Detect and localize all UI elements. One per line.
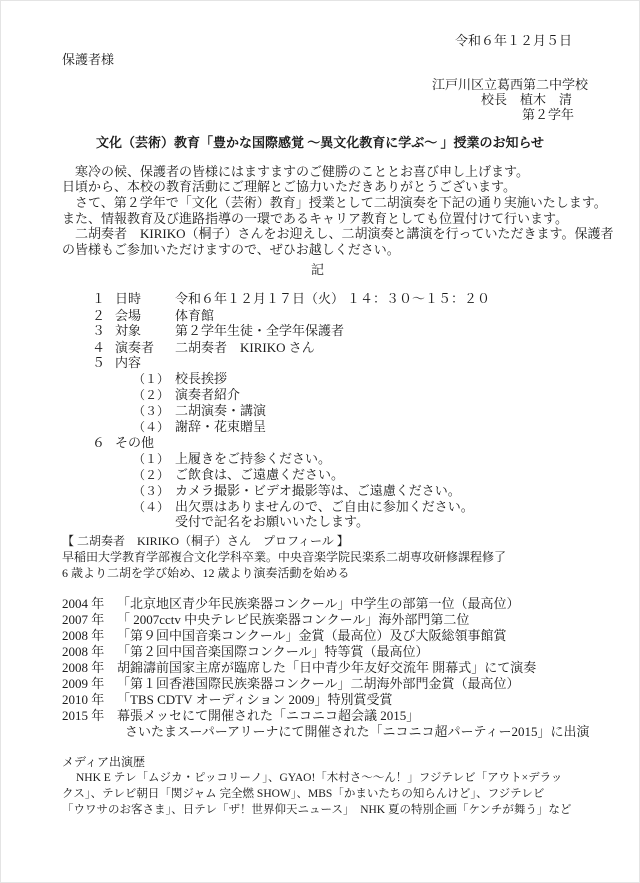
history-text: 「第９回中国音楽コンクール」金賞（最高位）及び大阪総領事館賞 <box>117 628 507 643</box>
notice-item <box>0 499 640 515</box>
detail-label: 演奏者 <box>115 340 155 355</box>
issue-date: 令和６年１２月５日 <box>454 33 572 48</box>
notice-item-number: （４） <box>133 500 170 514</box>
notice-continuation: 受付で記名をお願いいたします。 <box>175 514 369 529</box>
history-text: 「TBS CDTV オーディション 2009」特別賞受賞 <box>117 692 393 707</box>
detail-value: 第２学年生徒・全学年保護者 <box>175 323 345 338</box>
program-item <box>0 371 640 387</box>
notice-item-number: （１） <box>133 452 170 466</box>
detail-row-venue <box>0 308 640 324</box>
addressee: 保護者様 <box>62 52 115 67</box>
program-item-number: （２） <box>133 388 170 402</box>
history-text: 幕張メッセにて開催された「ニコニコ超会議 2015」 <box>117 708 420 723</box>
history-row <box>0 596 640 612</box>
detail-label: 対象 <box>115 323 142 338</box>
ki-heading: 記 <box>311 262 325 277</box>
program-item-text: 謝辞・花束贈呈 <box>175 419 267 434</box>
sender-grade: 第２学年 <box>521 107 574 122</box>
history-row <box>0 644 640 660</box>
program-item-number: （４） <box>133 420 170 434</box>
notice-item-number: （３） <box>133 484 170 498</box>
profile-career-start: 6 歳より二胡を学び始め、12 歳より演奏活動を始める <box>62 566 350 580</box>
detail-value: 令和６年１２月１７日（火） <box>175 291 345 306</box>
media-line: クス」、テレビ朝日「関ジャム 完全燃 SHOW」、MBS「かまいたちの知らんけど」、フジテレビ <box>62 788 545 800</box>
program-item-text: 二胡演奏・講演 <box>175 403 267 418</box>
program-item-number: （３） <box>133 404 170 418</box>
program-item-number: （１） <box>133 372 170 386</box>
detail-row-datetime <box>0 291 640 307</box>
history-year: 2008 年 <box>62 660 105 675</box>
detail-row-other <box>0 435 640 451</box>
media-line: 「ウワサのお客さま」、日テレ「ザ！世界仰天ニュース」 NHK 夏の特別企画「ケンチが舞う」など <box>62 804 572 816</box>
history-text: 「第１回香港国際民族楽器コンクール」二胡海外部門金賞（最高位） <box>117 676 520 691</box>
detail-row-program <box>0 355 640 371</box>
body-line: 寒冷の候、保護者の皆様にはますますのご健勝のこととお喜び申し上げます。 <box>75 164 529 179</box>
notice-item-text: 出欠票はありませんので、ご自由に参加ください。 <box>175 499 474 514</box>
notice-item-text: カメラ撮影・ビデオ撮影等は、ご遠慮ください。 <box>175 483 461 498</box>
program-item <box>0 403 640 419</box>
detail-label: その他 <box>115 435 155 450</box>
history-text: 胡錦濤前国家主席が臨席した「日中青少年友好交流年 開幕式」にて演奏 <box>117 660 537 675</box>
history-year: 2007 年 <box>62 612 105 627</box>
history-year: 2015 年 <box>62 708 105 723</box>
detail-label: 内容 <box>115 355 142 370</box>
detail-number: ６ <box>92 435 106 450</box>
notice-item <box>0 451 640 467</box>
history-row <box>0 708 640 724</box>
program-item-text: 演奏者紹介 <box>175 387 241 402</box>
detail-number: ４ <box>92 340 106 355</box>
detail-number: １ <box>92 291 106 306</box>
program-item-text: 校長挨拶 <box>175 371 228 386</box>
detail-value: 体育館 <box>175 308 215 323</box>
history-continuation: さいたまスーパーアリーナにて開催された「ニコニコ超パーティー2015」に出演 <box>125 724 590 739</box>
detail-label: 会場 <box>115 308 142 323</box>
profile-heading: 【 二胡奏者 KIRIKO（桐子）さん プロフィール 】 <box>62 534 349 548</box>
body-line: の皆様もご参加いただけますので、ぜひお越しください。 <box>62 242 400 257</box>
body-line: さて、第２学年で「文化（芸術）教育」授業として二胡演奏を下記の通り実施いたします。 <box>75 195 607 210</box>
history-row <box>0 612 640 628</box>
media-heading: メディア出演歴 <box>62 755 146 769</box>
history-row <box>0 660 640 676</box>
detail-label: 日時 <box>115 291 142 306</box>
history-year: 2009 年 <box>62 676 105 691</box>
notice-item <box>0 467 640 483</box>
history-text: 「 2007cctv 中央テレビ民族楽器コンクール」海外部門第二位 <box>117 612 470 627</box>
history-year: 2008 年 <box>62 644 105 659</box>
body-line: 二胡奏者 KIRIKO（桐子）さんをお迎えし、二胡演奏と講演を行っていただきます。保護者 <box>75 226 614 241</box>
principal-name: 校長 植木 清 <box>480 92 572 107</box>
history-text: 「北京地区青少年民族楽器コンクール」中学生の部第一位（最高位） <box>117 596 520 611</box>
school-name: 江戸川区立葛西第二中学校 <box>431 77 588 92</box>
detail-row-audience <box>0 323 640 339</box>
history-text: 「第２回中国音楽国際コンクール」特等賞（最高位） <box>117 644 429 659</box>
notice-item-text: 上履きをご持参ください。 <box>175 451 332 466</box>
history-year: 2004 年 <box>62 596 105 611</box>
history-row <box>0 692 640 708</box>
profile-education: 早稲田大学教育学部複合文化学科卒業。中央音楽学院民楽系二胡専攻研修課程修了 <box>62 550 507 564</box>
history-row <box>0 628 640 644</box>
detail-number: ２ <box>92 308 106 323</box>
notice-item <box>0 483 640 499</box>
detail-number: ５ <box>92 355 106 370</box>
body-line: また、情報教育及び進路指導の一環であるキャリア教育としても位置付けて行います。 <box>62 211 568 226</box>
detail-number: ３ <box>92 323 106 338</box>
notice-item-number: （２） <box>133 468 170 482</box>
media-line: NHK E テレ「ムジカ・ピッコリーノ」、GYAO!「木村さ～～ん！」フジテレビ「アウト×デラッ <box>76 772 563 784</box>
history-year: 2008 年 <box>62 628 105 643</box>
body-line: 日頃から、本校の教育活動にご理解とご協力いただきありがとうございます。 <box>62 179 516 194</box>
detail-time: １４：３０～１５：２０ <box>347 291 491 306</box>
program-item <box>0 387 640 403</box>
program-item <box>0 419 640 435</box>
detail-row-performer <box>0 340 640 356</box>
detail-value: 二胡奏者 KIRIKO さん <box>175 340 315 355</box>
history-row <box>0 676 640 692</box>
notice-item-text: ご飲食は、ご遠慮ください。 <box>175 467 345 482</box>
document-title: 文化（芸術）教育「豊かな国際感覚 ～異文化教育に学ぶ～ 」授業のお知らせ <box>95 135 545 150</box>
history-year: 2010 年 <box>62 692 105 707</box>
